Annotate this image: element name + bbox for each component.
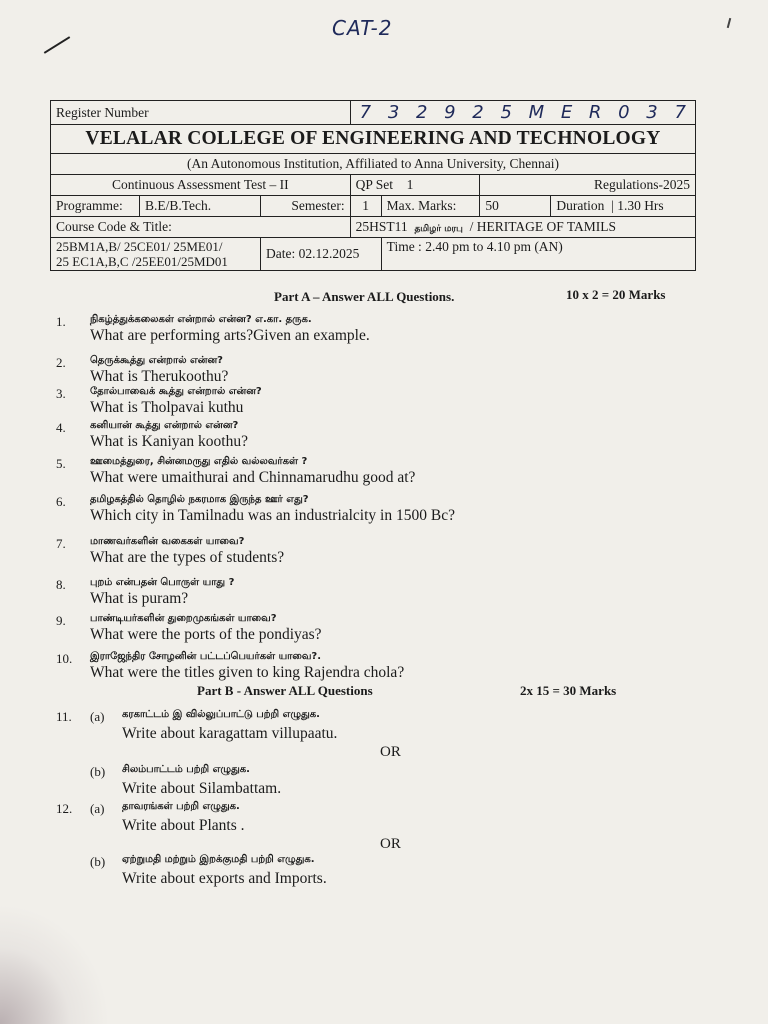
test-name: Continuous Assessment Test – II (51, 175, 351, 196)
course-codes: 25BM1A,B/ 25CE01/ 25ME01/ 25 EC1A,B,C /25EE01/25MD01 (51, 238, 261, 271)
question-number: 8. (56, 577, 66, 592)
register-digit: 7 (359, 102, 372, 123)
question-tamil: கனியான் கூத்து என்றால் என்ன? (90, 420, 239, 431)
question-english: What are the types of students? (90, 549, 285, 566)
question-english: Write about Silambattam. (122, 780, 282, 797)
programme-value: B.E/B.Tech. (140, 196, 261, 217)
question-tamil: இராஜேந்திர சோழனின் பட்டப்பெயர்கள் யாவை?. (90, 651, 322, 662)
max-marks: Max. Marks: (381, 196, 480, 217)
register-digit: 5 (500, 102, 512, 123)
question-number: 5. (56, 456, 66, 471)
question-tamil: பாண்டியர்களின் துறைமுகங்கள் யாவை? (90, 613, 277, 624)
question-english: What is Tholpavai kuthu (90, 399, 244, 416)
question-number: 2. (56, 355, 66, 370)
course-label: Course Code & Title: (51, 217, 351, 238)
register-digit: M (528, 102, 545, 123)
register-digit: E (560, 102, 573, 123)
question-number: 3. (56, 386, 66, 401)
question-tamil: சிலம்பாட்டம் பற்றி எழுதுக. (122, 764, 250, 775)
question-tamil: நிகழ்த்துக்கலைகள் என்றால் என்ன? எ.கா. தருக. (90, 314, 312, 325)
handwritten-cat-title: CAT-2 (332, 16, 393, 40)
question-tamil: ஏற்றுமதி மற்றும் இறக்குமதி பற்றி எழுதுக. (122, 854, 315, 865)
question-tamil: ஊமைத்துரை, சின்னமருது எதில் வல்லவர்கள் ? (90, 456, 308, 467)
question-tamil: தமிழகத்தில் தொழில் நகரமாக இருந்த ஊர் எது? (90, 494, 309, 505)
question-number: 1. (56, 314, 66, 329)
question-english: What were umaithurai and Chinnamarudhu good at? (90, 469, 416, 486)
max-marks-value: 50 (480, 196, 551, 217)
pen-mark-small (727, 18, 732, 28)
question-english: What were the titles given to king Rajendra chola? (90, 664, 405, 681)
college-name: VELALAR COLLEGE OF ENGINEERING AND TECHNOLOGY (51, 125, 696, 154)
register-digit: 2 (472, 102, 484, 123)
question-english: What are performing arts?Given an example. (90, 327, 370, 344)
question-english: Which city in Tamilnadu was an industrialcity in 1500 Bc? (90, 507, 455, 524)
question-tamil: புறம் என்பதன் பொருள் யாது ? (90, 577, 235, 588)
page-corner-shadow (0, 904, 110, 1024)
register-digit: 3 (387, 102, 400, 123)
question-english: What is Kaniyan koothu? (90, 433, 248, 450)
question-number: 7. (56, 536, 66, 551)
exam-date: Date: 02.12.2025 (261, 238, 382, 271)
question-number: 12. (56, 801, 73, 816)
register-digit: R (588, 102, 602, 123)
duration: Duration | 1.30 Hrs (551, 196, 696, 217)
question-part: (a) (90, 801, 105, 816)
part-b-marks: 2x 15 = 30 Marks (520, 683, 617, 698)
part-b-title: Part B - Answer ALL Questions (197, 683, 373, 698)
question-tamil: தோல்பாவைக் கூத்து என்றால் என்ன? (90, 386, 262, 397)
qp-set: QP Set 1 (350, 175, 480, 196)
exam-time: Time : 2.40 pm to 4.10 pm (AN) (381, 238, 695, 271)
question-number: 9. (56, 613, 66, 628)
part-a-title: Part A – Answer ALL Questions. (274, 289, 455, 304)
or-separator: OR (380, 744, 401, 760)
register-digit: 3 (646, 102, 658, 123)
pen-mark (44, 36, 71, 54)
register-digit: 7 (674, 102, 686, 123)
question-english: Write about exports and Imports. (122, 870, 327, 887)
question-part: (b) (90, 764, 106, 779)
register-digit: 2 (415, 102, 428, 123)
or-separator: OR (380, 836, 401, 852)
semester-label: Semester: (261, 196, 351, 217)
register-number-boxes (350, 101, 695, 125)
question-english: What is puram? (90, 590, 189, 607)
question-english: What were the ports of the pondiyas? (90, 626, 322, 643)
question-english: What is Therukoothu? (90, 368, 229, 385)
question-tamil: தெருக்கூத்து என்றால் என்ன? (90, 355, 223, 366)
question-number: 4. (56, 420, 66, 435)
semester-value: 1 (350, 196, 381, 217)
question-part: (b) (90, 854, 106, 869)
exam-header-table (50, 100, 696, 271)
question-tamil: தாவரங்கள் பற்றி எழுதுக. (122, 801, 240, 812)
question-number: 11. (56, 709, 72, 724)
register-digit: 0 (618, 102, 630, 123)
programme-label: Programme: (51, 196, 140, 217)
question-tamil: கரகாட்டம் இ வில்லுப்பாட்டு பற்றி எழுதுக. (122, 709, 320, 720)
question-part: (a) (90, 709, 105, 724)
regulations: Regulations-2025 (480, 175, 696, 196)
question-number: 10. (56, 651, 73, 666)
part-a-marks: 10 x 2 = 20 Marks (566, 287, 666, 302)
question-english: Write about karagattam villupaatu. (122, 725, 338, 742)
register-label: Register Number (51, 101, 351, 125)
question-english: Write about Plants . (122, 817, 245, 834)
question-tamil: மாணவர்களின் வகைகள் யாவை? (90, 536, 245, 547)
autonomous-line: (An Autonomous Institution, Affiliated to Anna University, Chennai) (51, 154, 696, 175)
question-number: 6. (56, 494, 66, 509)
course-title: 25HST11 தமிழர் மரபு / HERITAGE OF TAMILS (350, 217, 695, 238)
register-digit: 9 (444, 102, 456, 123)
